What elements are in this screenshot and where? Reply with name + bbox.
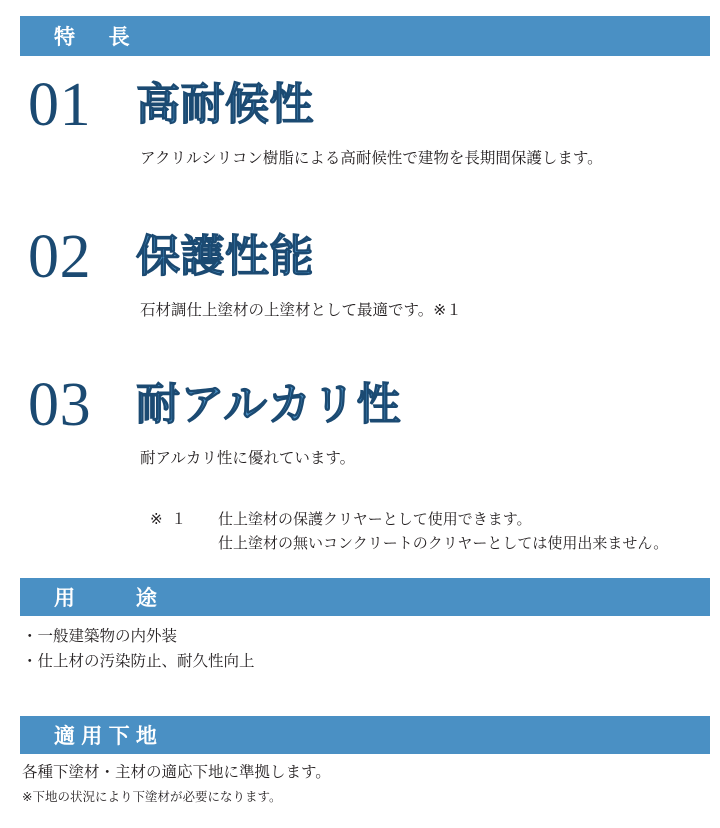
feature-head-03	[28, 371, 698, 439]
footnote	[150, 508, 710, 556]
feature-item-03	[28, 371, 698, 470]
list-item: ・仕上材の汚染防止、耐久性向上	[22, 653, 255, 670]
feature-item-02	[28, 223, 698, 322]
feature-title-01: 高耐候性	[136, 80, 314, 129]
substrate-note-text: ※下地の状況により下塗材が必要になります。	[22, 790, 282, 804]
footnote-line-1: 仕上塗材の保護クリヤーとして使用できます。	[218, 511, 532, 528]
list-item: ・一般建築物の内外装	[22, 628, 178, 645]
footnote-row	[150, 508, 710, 556]
feature-number-03: 03	[28, 371, 92, 439]
feature-head-01	[28, 71, 698, 139]
section-heading-features	[20, 16, 710, 56]
feature-title-03: 耐アルカリ性	[136, 380, 401, 429]
feature-item-01	[28, 71, 698, 170]
footnote-mark: ※ １	[150, 511, 189, 528]
footnote-lines	[218, 508, 710, 556]
feature-description-02: 石材調仕上塗材の上塗材として最適です。※１	[140, 302, 462, 319]
section-heading-usage	[20, 578, 710, 616]
section-heading-usage-label: 用 途	[54, 587, 164, 610]
feature-description-01: アクリルシリコン樹脂による高耐候性で建物を長期間保護します。	[140, 150, 603, 167]
feature-number-01: 01	[28, 71, 92, 139]
section-heading-features-label: 特 長	[54, 26, 136, 49]
usage-list	[22, 624, 255, 674]
feature-head-02	[28, 223, 698, 291]
section-heading-substrate-label: 適用下地	[54, 725, 164, 748]
feature-number-02: 02	[28, 223, 92, 291]
feature-description-03: 耐アルカリ性に優れています。	[140, 450, 356, 467]
substrate-main-text: 各種下塗材・主材の適応下地に準拠します。	[22, 764, 331, 781]
footnote-line-2: 仕上塗材の無いコンクリートのクリヤーとしては使用出来ません。	[218, 535, 669, 552]
section-heading-substrate	[20, 716, 710, 754]
feature-title-02: 保護性能	[136, 232, 314, 281]
